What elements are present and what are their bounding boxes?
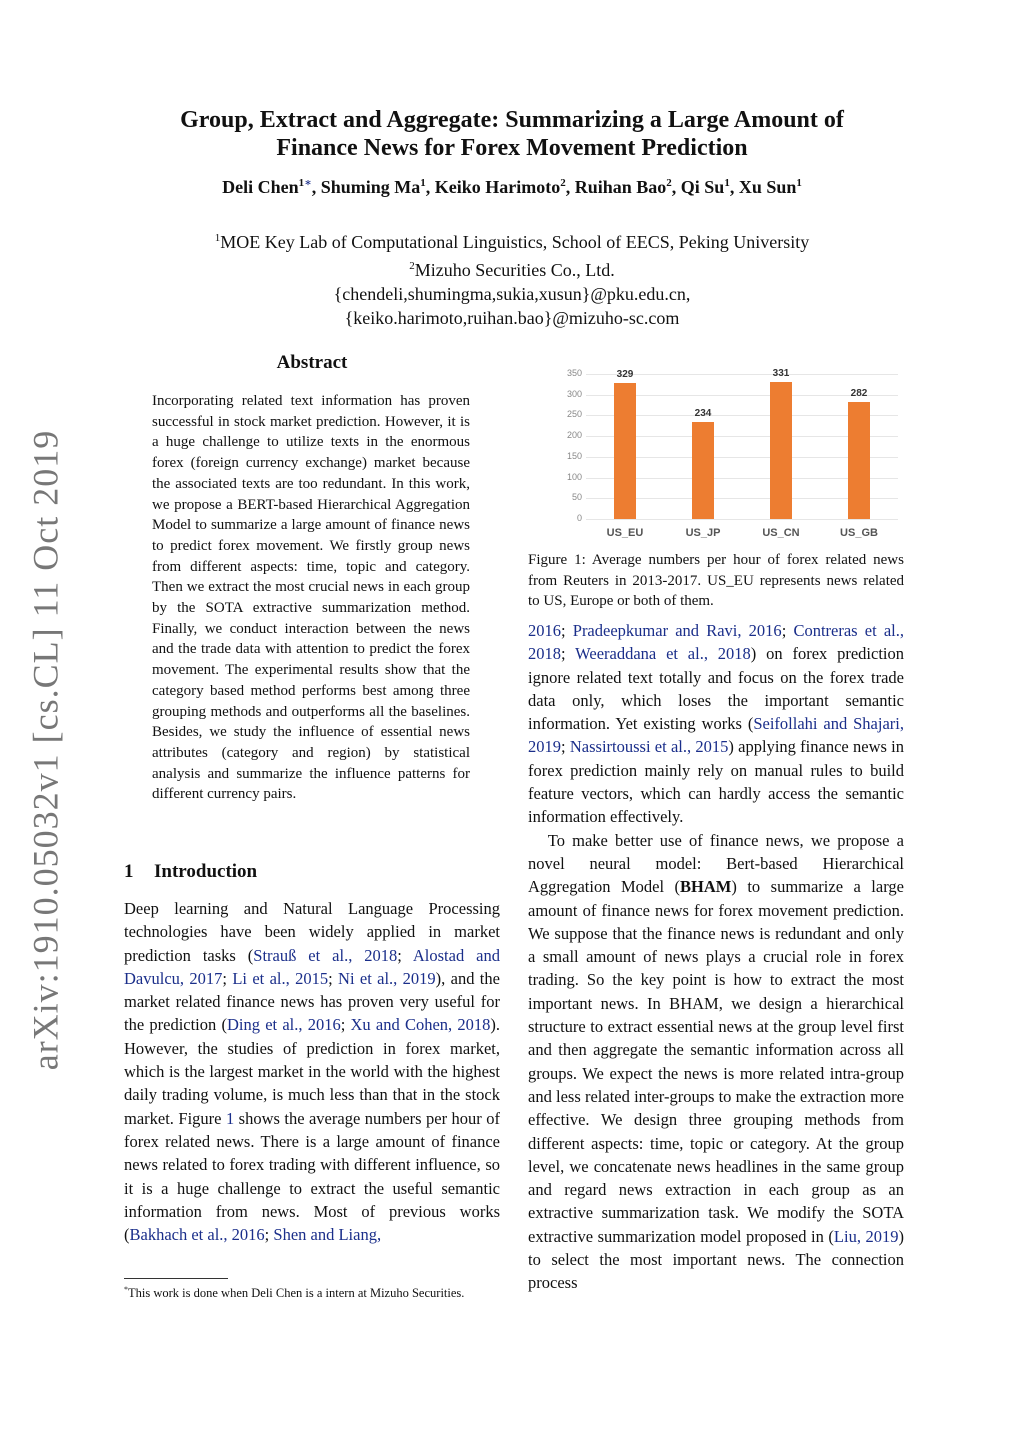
email-line-1: {chendeli,shumingma,sukia,xusun}@pku.edu.cn, (333, 284, 691, 304)
caption-text: represents news related to US, Europe or both of them. (528, 572, 905, 610)
body-text: ; (328, 968, 339, 988)
email-line-2: {keiko.harimoto,ruihan.bao}@mizuho-sc.com (344, 308, 680, 328)
data-label: 329 (616, 368, 634, 380)
author-name: Shuming Ma (320, 177, 421, 197)
affiliation-text: Mizuho Securities Co., Ltd. (414, 260, 615, 280)
affiliation-number: 2 (409, 260, 415, 272)
body-text: ; (340, 1015, 351, 1035)
right-column-text (528, 619, 904, 1295)
section-title: Introduction (154, 861, 258, 882)
data-label: 282 (850, 388, 868, 400)
affiliation-text: MOE Key Lab of Computational Linguistics, School of EECS, Peking University (220, 232, 810, 252)
intro-paragraph (124, 897, 500, 1246)
citation-link[interactable]: Shen and Liang, (273, 1225, 382, 1245)
y-tick-label: 250 (566, 409, 582, 420)
author-affiliation: 2 (666, 177, 672, 189)
affiliation-2 (150, 254, 874, 282)
footnote (124, 1282, 500, 1301)
author-affiliation: 1 (420, 177, 426, 189)
body-text: ) to select the most important news. The connection process (528, 1226, 904, 1293)
caption-text: Average numbers per hour of forex related news from Reuters in 2013-2017. (528, 552, 904, 589)
y-tick-label: 50 (571, 492, 582, 503)
bar-chart (530, 362, 904, 548)
body-text: ) applying finance news in forex prediction mainly rely on manual rules to build feature vectors, which can hardly access the semantic information effectively. (528, 737, 904, 827)
affiliations (150, 226, 874, 330)
abstract-heading: Abstract (276, 352, 348, 373)
arxiv-id: arXiv:1910.05032v1 [cs.CL] 11 Oct 2019 (25, 429, 66, 1071)
y-tick-label: 300 (566, 388, 582, 399)
caption-label: Figure 1: (528, 552, 586, 568)
footnote-text: This work is done when Deli Chen is a intern at Mizuho Securities. (128, 1286, 465, 1301)
affiliation-number: 1 (214, 232, 221, 244)
footnote-rule (124, 1278, 228, 1279)
body-text: ; (561, 621, 573, 640)
arxiv-stamp (10, 429, 80, 1071)
body-text: ; (264, 1225, 274, 1245)
x-tick-label: US_GB (840, 527, 878, 539)
citation-link[interactable]: Nassirtoussi et al., 2015 (569, 737, 729, 757)
citation-link[interactable]: Xu and Cohen, 2018 (350, 1015, 491, 1035)
author-name: Qi Su (680, 177, 725, 197)
figure-caption (528, 550, 904, 612)
citation-link[interactable]: 2016 (528, 621, 561, 640)
data-label: 234 (694, 408, 712, 420)
author-name: Ruihan Bao (574, 177, 667, 197)
x-tick-label: US_CN (762, 527, 800, 539)
title-line-1: Group, Extract and Aggregate: Summarizing a Large Amount of (180, 107, 844, 133)
footnote-mark: * (124, 1285, 128, 1294)
body-text: ) to summarize a large amount of finance news for forex movement prediction. We suppose that the finance news is redundant and only a small amount of news plays a crucial role in forex trading. So the key point is how to extract the most important news. In BHAM, we design a hierarchical structure to extract essential news at the group level first and then aggregate the semantic information across all groups. We expect the news is more related intra-group and less related inter-groups to make the extraction more effective. We design three grouping methods from different aspects: time, topic or category. At the group level, we concatenate news headlines in the same group and regard news extraction in each group as an extractive summarization task. We modify the SOTA extractive summarization model proposed in ( (528, 877, 904, 1246)
author-list: Deli Chen$^{1∗}$, Shuming Ma$^1$, Keiko Harimoto$^2$, Ruihan Bao$^2$, Qi Su$^1$, Xu Sun$^1$ (222, 177, 802, 197)
author-name: Deli Chen (222, 177, 299, 197)
body-text: ; (222, 968, 233, 988)
y-tick-label: 100 (566, 471, 582, 482)
body-text: ), and the market related finance news has proven very useful for the prediction ( (124, 968, 500, 1035)
citation-link[interactable]: Contreras et al., 2018 (528, 621, 905, 664)
chart-bar (848, 402, 870, 519)
body-text: ; (561, 737, 570, 757)
citation-link[interactable]: Strauß et al., 2018 (253, 945, 398, 965)
author-affiliation: 1 (298, 177, 305, 189)
body-text: ; (561, 644, 576, 664)
body-text: ; (781, 621, 794, 640)
y-tick-label: 350 (566, 368, 582, 378)
caption-code: US_EU (707, 572, 754, 589)
author-footnote-mark[interactable]: ∗ (304, 177, 312, 189)
body-text: ) on forex prediction ignore related text totally and focus on the forex trade data only, which loses the important semantic information. Yet existing works ( (528, 644, 904, 734)
x-tick-label: US_JP (685, 527, 721, 539)
section-number: 1 (124, 861, 134, 882)
citation-link[interactable]: Alostad and Davulcu, 2017 (124, 945, 500, 988)
chart-gridline (586, 519, 898, 520)
chart-bar (614, 383, 636, 519)
paper-title (150, 106, 874, 162)
citation-link[interactable]: Pradeepkumar and Ravi, 2016 (572, 621, 782, 640)
citation-link[interactable]: Seifollahi and Shajari, 2019 (528, 714, 904, 757)
x-tick-label: US_EU (606, 527, 644, 539)
model-name: BHAM (680, 877, 732, 897)
body-text: ). However, the studies of prediction in forex market, which is the largest market in the world with the highest daily trading volume, is much less than that in the stock market. Figure (124, 1015, 500, 1128)
data-label: 331 (772, 367, 790, 379)
chart-bar (770, 382, 792, 519)
citation-link[interactable]: Ni et al., 2019 (338, 968, 436, 988)
title-line-2: Finance News for Forex Movement Prediction (276, 135, 748, 161)
body-text: ; (397, 945, 413, 965)
body-text: shows the average numbers per hour of forex related news. There is a large amount of finance news related to forex trading with different influence, so it is a huge challenge to extract the useful semantic information from news. Most of previous works ( (124, 1108, 500, 1245)
y-tick-label: 0 (576, 513, 582, 523)
chart-bar (692, 422, 714, 519)
body-text: To make better use of finance news, we propose a novel neural model: Bert-based Hierarchical Aggregation Model ( (528, 830, 904, 897)
figure-ref-link[interactable]: 1 (225, 1108, 235, 1128)
author-affiliation: 1 (724, 177, 730, 189)
body-text: Deep learning and Natural Language Processing technologies have been widely applied in market prediction tasks ( (124, 899, 500, 965)
y-tick-label: 150 (566, 450, 582, 461)
citation-link[interactable]: Li et al., 2015 (232, 968, 329, 988)
citation-link[interactable]: Bakhach et al., 2016 (129, 1225, 265, 1245)
y-tick-label: 200 (566, 430, 582, 441)
author-name: Keiko Harimoto (434, 177, 561, 197)
abstract-text: Incorporating related text information has proven successful in stock market prediction. However, it is a huge challenge to utilize texts in the enormous forex (foreign currency exchange) market because the associated texts are too redundant. In this work, we propose a BERT-based Hierarchical Aggregation Model to summarize a large amount of finance news to predict forex movement. We firstly group news from different aspects: time, topic and category. Then we extract the most crucial news in each group by the SOTA extractive summarization method. Finally, we conduct interaction between the news and the trade data with attention to predict the forex movement. The experimental results show that the category based method performs best among three grouping methods and outperforms all the baselines. Besides, we study the influence of essential news attributes (category and region) by statistical analysis and summarize the influence patterns for different currency pairs. (152, 393, 470, 803)
affiliation-1 (150, 226, 874, 254)
author-affiliation: 1 (796, 177, 802, 189)
author-affiliation: 2 (560, 177, 566, 189)
author-name: Xu Sun (738, 177, 797, 197)
citation-link[interactable]: Liu, 2019 (833, 1226, 899, 1246)
citation-link[interactable]: Ding et al., 2016 (226, 1015, 341, 1035)
section-heading (124, 861, 257, 883)
citation-link[interactable]: Weeraddana et al., 2018 (575, 644, 751, 664)
